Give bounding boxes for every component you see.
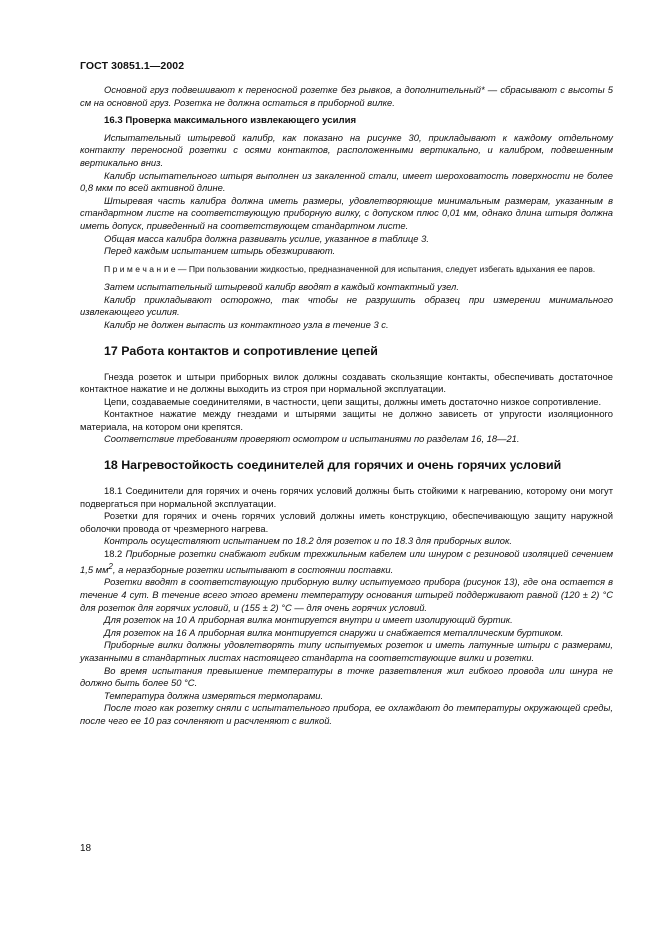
paragraph: Цепи, создаваемые соединителями, в частности, цепи защиты, должны иметь достаточно низкое сопротивление. xyxy=(104,395,602,407)
paragraph: Температура должна измеряться термопарами. xyxy=(104,689,324,701)
paragraph: Для розеток на 16 А приборная вилка монтируется снаружи и снабжается металлическим буртиком. xyxy=(104,626,564,638)
paragraph: Калибр испытательного штыря выполнен из закаленной стали, имеет шероховатость поверхности не более 0,8 мкм по всей активной длине. xyxy=(80,169,613,194)
paragraph: 18.1 Соединители для горячих и очень горячих условий должны быть стойкими к нагреванию, которому они могут подвергаться при нормальной эксплуатации. xyxy=(80,485,613,509)
paragraph: Калибр прикладывают осторожно, так чтобы не разрушить образец при измерении минимального извлекающего усилия. xyxy=(80,293,613,318)
superscript: 2 xyxy=(108,561,113,571)
paragraph-18-2 xyxy=(80,548,613,576)
paragraph: Розетки для горячих и очень горячих условий должны иметь конструкцию, обеспечивающую защиту наружной оболочки провода от чрезмерного нагрева. xyxy=(80,510,613,534)
paragraph: Калибр не должен выпасть из контактного узла в течение 3 с. xyxy=(104,318,389,330)
paragraph: Перед каждым испытанием штырь обезжиривают. xyxy=(104,245,336,257)
paragraph: Соответствие требованиям проверяют осмотром и испытаниями по разделам 16, 18—21. xyxy=(104,433,520,445)
intro-paragraph: Основной груз подвешивают к переносной розетке без рывков, а дополнительный* — сбрасывают с высоты 5 см на основной груз. Розетка не должна остаться в приборной вилке. xyxy=(80,84,613,108)
paragraph: Розетки вводят в соответствующую приборную вилку испытуемого прибора (рисунок 13), где она остается в течение 4 сут. В течение всего этого времени температуру основания штырей поддерживают равной (120 ± 2) °С для розеток для горячих условий, и (155 ± 2) °С — для очень горячих условий. xyxy=(80,576,613,613)
paragraph: Штыревая часть калибра должна иметь размеры, удовлетворяющие минимальным размерам, указанным в стандартном листе на соответствующую приборную вилку, с допуском плюс 0,01 мм, однако длина штыря должна иметь допуск, приведенный на соответствующем стандартном листе. xyxy=(80,194,613,231)
paragraph: Приборные вилки должны удовлетворять типу испытуемых розеток и иметь латунные штыри с размерами, указанными в стандартных листах настоящего стандарта на соответствующие вилки и розетки. xyxy=(80,639,613,663)
paragraph: Затем испытательный штыревой калибр вводят в каждый контактный узел. xyxy=(104,281,459,293)
standard-number-header: ГОСТ 30851.1—2002 xyxy=(80,60,185,72)
clause-number: 18.2 xyxy=(104,548,126,560)
page-content xyxy=(80,84,613,727)
section-17-heading: 17 Работа контактов и сопротивление цепей xyxy=(104,343,378,358)
note-paragraph: П р и м е ч а н и е — При пользовании жидкостью, предназначенной для испытания, следует избегать вдыхания ее паров. xyxy=(104,263,596,274)
clause-text: Приборные розетки снабжают гибким трехжильным кабелем или шнуром с резиновой изоляцией сечением 1,5 мм xyxy=(80,548,613,575)
paragraph: Для розеток на 10 А приборная вилка монтируется внутри и имеет изолирующий буртик. xyxy=(104,614,513,626)
paragraph: Контактное нажатие между гнездами и штырями защиты не должно зависеть от упругости изоляционного материала, на котором они крепятся. xyxy=(80,408,613,432)
section-18-heading: 18 Нагревостойкость соединителей для горячих и очень горячих условий xyxy=(104,458,562,473)
paragraph: Общая масса калибра должна развивать усилие, указанное в таблице 3. xyxy=(104,232,429,244)
paragraph: Испытательный штыревой калибр, как показано на рисунке 30, прикладывают к каждому отдельному контакту переносной розетки с осями контактов, расположенными вертикально, и калибром, подвешенным вертикально вниз. xyxy=(80,131,613,168)
paragraph: Контроль осуществляют испытанием по 18.2 для розеток и по 18.3 для приборных вилок. xyxy=(104,535,512,547)
section-16-3-heading: 16.3 Проверка максимального извлекающего усилия xyxy=(104,115,357,127)
paragraph: После того как розетку сняли с испытательного прибора, ее охлаждают до температуры окружающей среды, после чего ее 10 раз сочленяют и расчленяют с вилкой. xyxy=(80,702,613,726)
paragraph: Гнезда розеток и штыри приборных вилок должны создавать скользящие контакты, обеспечивать достаточное контактное нажатие и не должны выходить из строя при нормальной эксплуатации. xyxy=(80,370,613,395)
paragraph: Во время испытания превышение температуры в точке разветвления жил гибкого провода или шнура не должно быть более 50 °С. xyxy=(80,664,613,689)
clause-text: , а неразборные розетки испытывают в состоянии поставки. xyxy=(112,563,394,575)
page-number: 18 xyxy=(80,843,92,854)
